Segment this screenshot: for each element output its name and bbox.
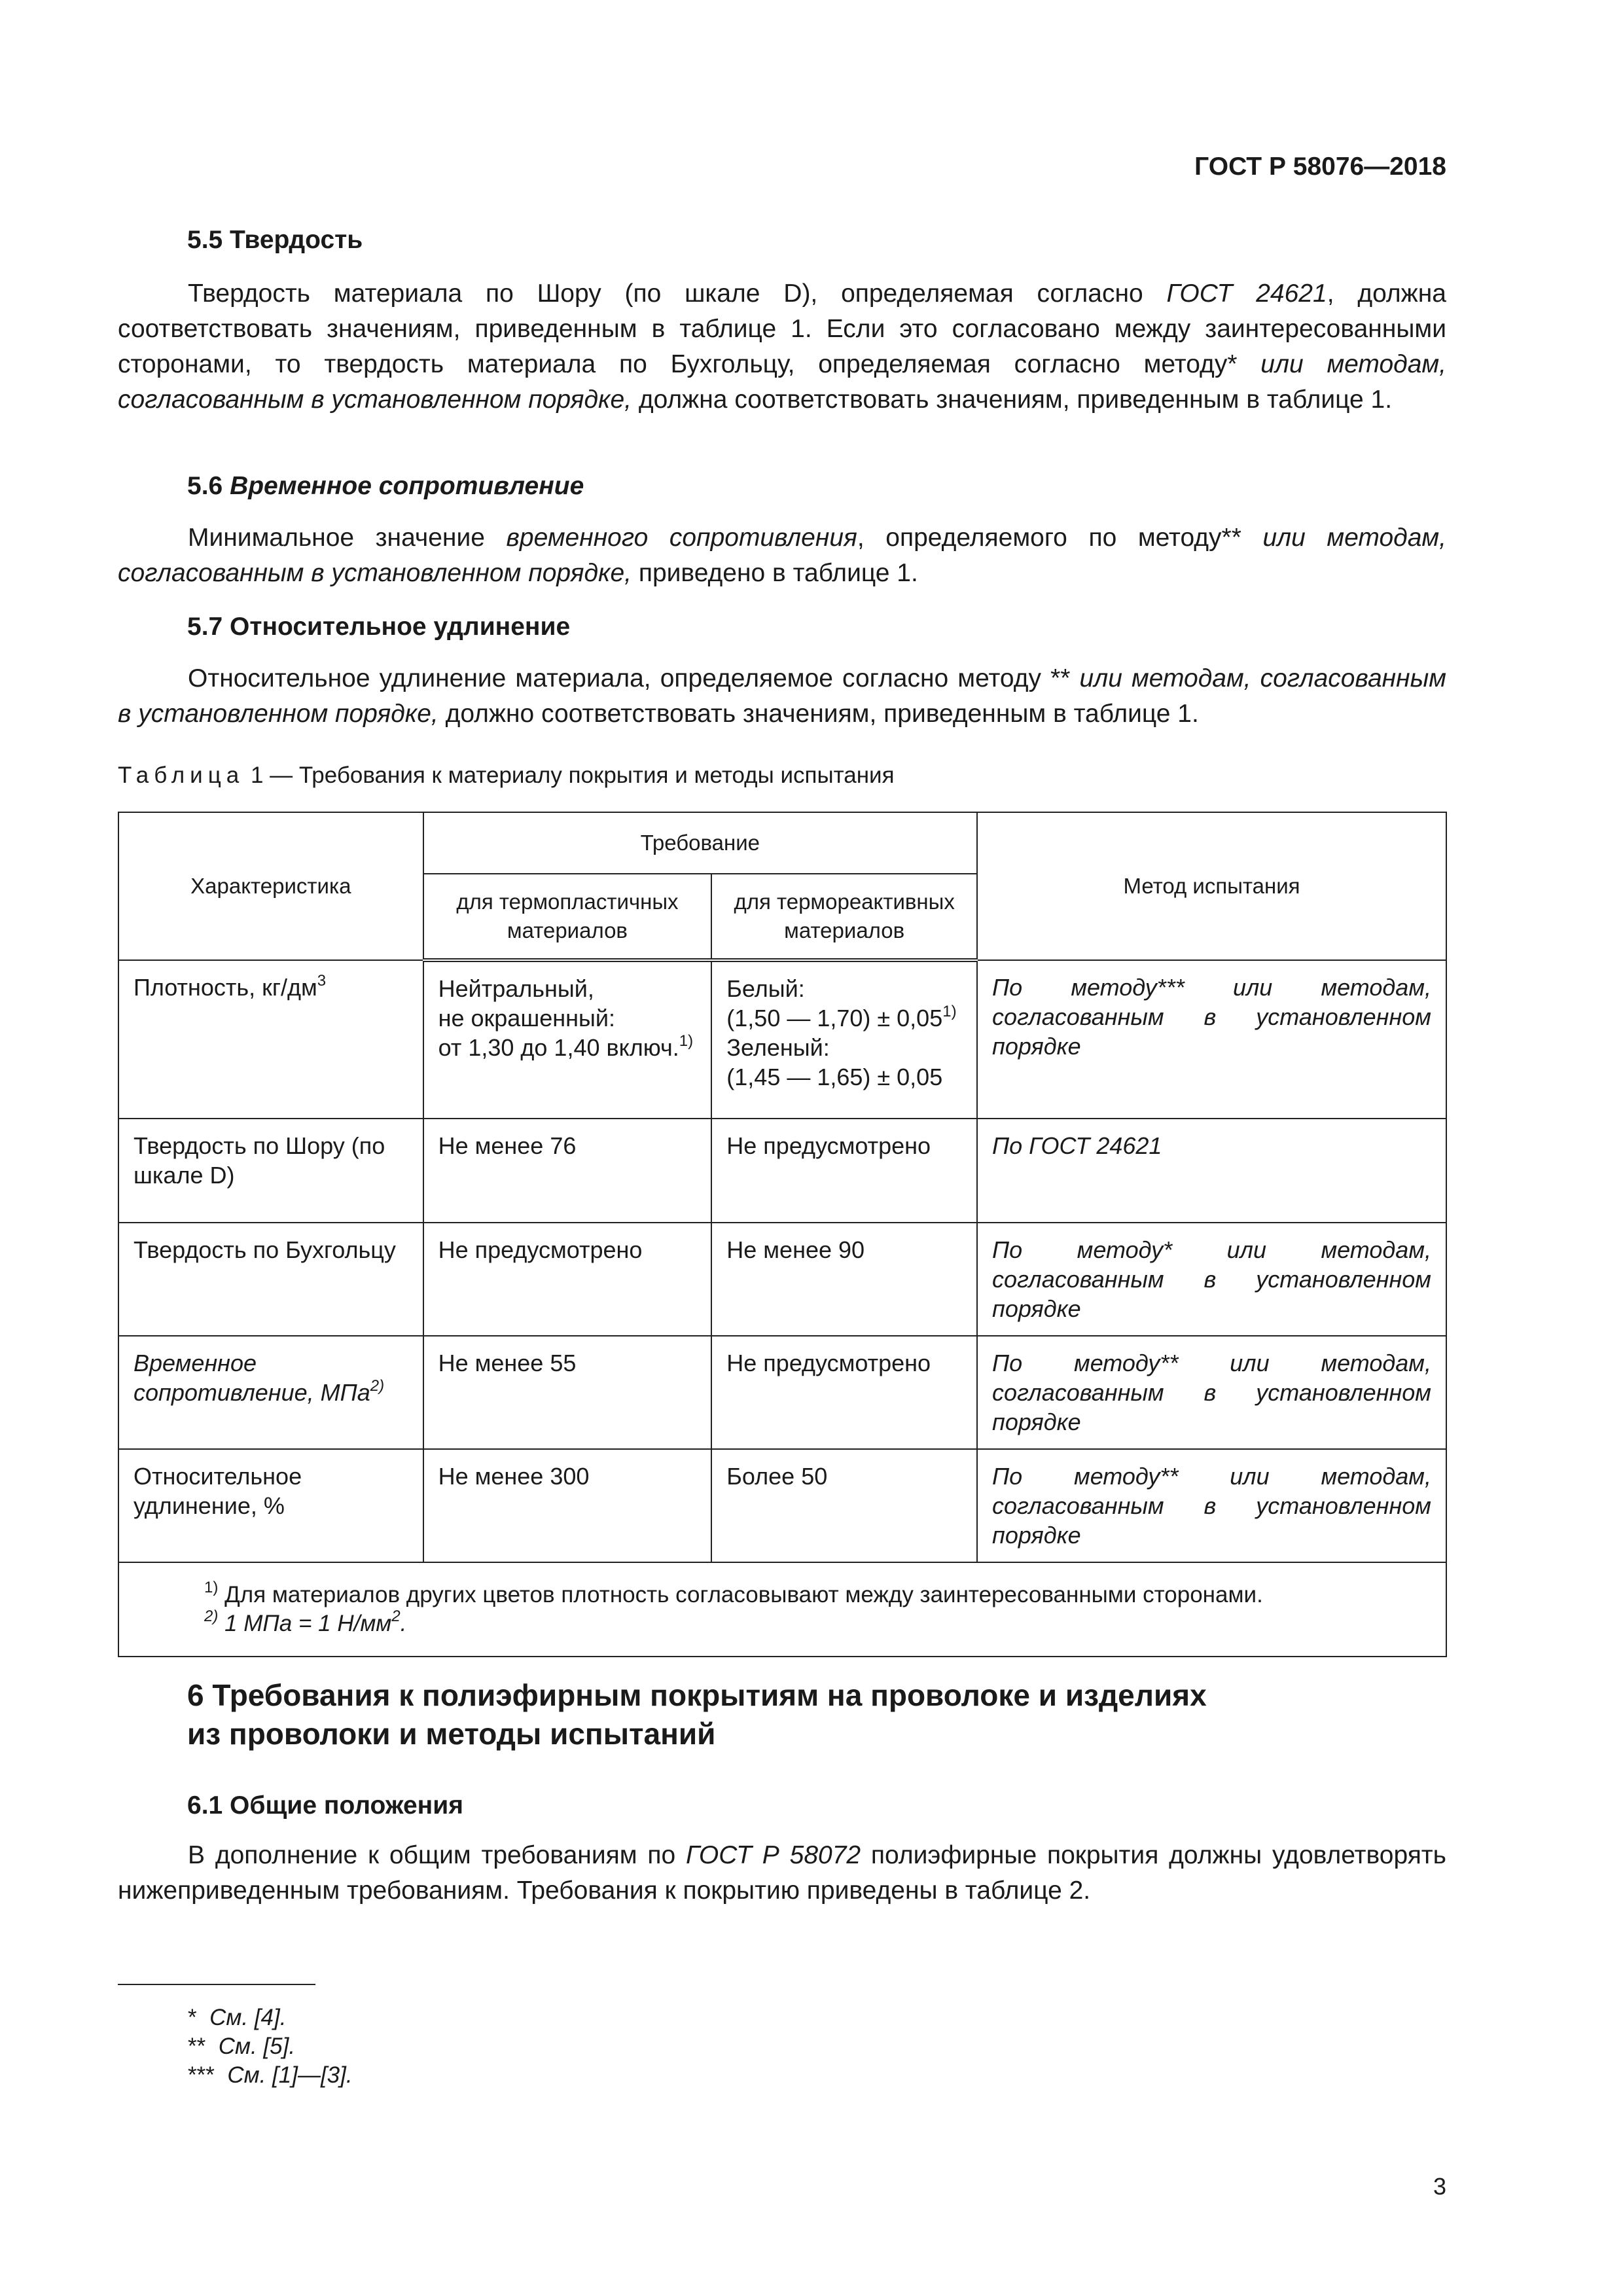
text: полиэфирные покрытия должны удовлетворять нижеприведенным требованиям. Требования к покрытию приведены в таблице 2. <box>118 1841 1446 1905</box>
header-characteristic: Характеристика <box>118 812 423 960</box>
requirements-table <box>118 812 1447 1657</box>
italic-text: временного сопротивления <box>506 524 857 552</box>
cell-thermoreactive: Не менее 90 <box>711 1223 977 1336</box>
footnote-mark: 1) <box>204 1579 219 1597</box>
text: Временное сопротивление, МПа <box>134 1350 370 1406</box>
text: Минимальное значение <box>188 524 507 552</box>
section-number: 5.6 <box>187 472 223 500</box>
cell-thermoreactive: Более 50 <box>711 1449 977 1562</box>
italic-text: или методам, согласованным в установленном порядке, <box>118 664 1446 728</box>
section-title-text: Временное сопротивление <box>230 472 584 500</box>
cell-method: По методу** или методам, согласованным в установленном порядке <box>977 1449 1446 1562</box>
section-5-7-title: 5.7 Относительное удлинение <box>187 613 571 641</box>
text: приведено в таблице 1. <box>632 559 918 587</box>
cell-thermoplastic: Не менее 300 <box>423 1449 712 1562</box>
cell-method: По методу*** или методам, согласованным в установленном порядке <box>977 960 1446 1119</box>
title-line: 6 Требования к полиэфирным покрытиям на проволоке и изделиях <box>187 1678 1207 1712</box>
italic-text: или методам, согласованным в установленном порядке, <box>118 524 1446 587</box>
section-5-6-paragraph <box>118 520 1446 591</box>
footnote-mark: * <box>188 2005 197 2030</box>
cell-method: По методу* или методам, согласованным в установленном порядке <box>977 1223 1446 1336</box>
footnote-mark: *** <box>188 2062 215 2088</box>
table-notes <box>118 1562 1446 1657</box>
cell-thermoplastic: Не менее 55 <box>423 1336 712 1449</box>
gost-ref: ГОСТ Р 58072 <box>686 1841 861 1869</box>
footnote-text: См. [5]. <box>218 2034 296 2059</box>
cell-thermoplastic <box>423 960 712 1119</box>
section-5-5-paragraph <box>118 276 1446 418</box>
cell-thermoreactive: Не предусмотрено <box>711 1119 977 1223</box>
text: . <box>400 1611 407 1636</box>
footnote-ref: 2) <box>370 1377 385 1395</box>
text: Для материалов других цветов плотность согласовывают между заинтересованными сторонами. <box>218 1582 1263 1607</box>
section-6-1-paragraph <box>118 1838 1446 1909</box>
text-line: не окрашенный: <box>438 1005 615 1031</box>
cell-characteristic <box>118 960 423 1119</box>
footnote-mark: ** <box>188 2034 206 2059</box>
text-line: от 1,30 до 1,40 включ. <box>438 1034 679 1061</box>
superscript: 2 <box>391 1607 401 1626</box>
section-5-5-title: 5.5 Твердость <box>187 226 363 254</box>
footnote-divider <box>118 1984 315 1985</box>
table-row <box>118 1119 1446 1223</box>
table-note-2 <box>204 1609 1431 1638</box>
footnote-text: См. [4]. <box>209 2005 287 2030</box>
cell-method: По ГОСТ 24621 <box>977 1119 1446 1223</box>
header-thermoreactive: для термореактивных материалов <box>711 874 977 960</box>
text: , должна соответствовать значениям, приведенным в таблице 1. Если это согласовано между заинтересованными сторонами, то твердость материала по Бухгольцу, определяемая согласно методу* <box>118 279 1446 378</box>
table-row <box>118 1223 1446 1336</box>
section-6-title <box>187 1676 1207 1753</box>
footnote-ref: 1) <box>942 1003 957 1020</box>
cell-characteristic: Твердость по Шору (по шкале D) <box>118 1119 423 1223</box>
footnote-3 <box>188 2061 353 2090</box>
text: В дополнение к общим требованиям по <box>188 1841 687 1869</box>
page-number: 3 <box>1433 2173 1446 2200</box>
cell-characteristic: Твердость по Бухгольцу <box>118 1223 423 1336</box>
text: должно соответствовать значениям, приведенным в таблице 1. <box>438 700 1199 728</box>
header-thermoplastic: для термопластичных материалов <box>423 874 712 960</box>
section-5-7-paragraph <box>118 661 1446 732</box>
table-row <box>118 960 1446 1119</box>
table-caption <box>118 758 895 793</box>
header-requirement: Требование <box>423 812 977 874</box>
table-notes-row <box>118 1562 1446 1657</box>
cell-thermoplastic: Не предусмотрено <box>423 1223 712 1336</box>
text: должна соответствовать значениям, приведенным в таблице 1. <box>632 386 1393 414</box>
document-header-id: ГОСТ Р 58076—2018 <box>1194 152 1446 181</box>
cell-characteristic <box>118 1336 423 1449</box>
footnote-mark: 2) <box>204 1607 219 1626</box>
cell-characteristic: Относительное удлинение, % <box>118 1449 423 1562</box>
text: Твердость материала по Шору (по шкале D), определяемая согласно <box>188 279 1167 308</box>
header-method: Метод испытания <box>977 812 1446 960</box>
text: , определяемого по методу** <box>857 524 1263 552</box>
table-row <box>118 1449 1446 1562</box>
footnote-2 <box>188 2032 295 2061</box>
text-line: Белый: <box>726 975 805 1002</box>
text: Плотность, кг/дм <box>134 974 317 1001</box>
text-line: (1,45 — 1,65) ± 0,05 <box>726 1064 943 1090</box>
table-row <box>118 1336 1446 1449</box>
text-line: (1,50 — 1,70) ± 0,05 <box>726 1005 943 1031</box>
gost-ref: ГОСТ 24621 <box>1166 279 1327 308</box>
section-5-6-title <box>187 469 584 504</box>
title-line: из проволоки и методы испытаний <box>187 1717 716 1751</box>
superscript: 3 <box>317 972 327 990</box>
footnote-text: См. [1]—[3]. <box>227 2062 353 2088</box>
text-line: Зеленый: <box>726 1034 830 1061</box>
text-line: Нейтральный, <box>438 975 594 1002</box>
cell-thermoreactive <box>711 960 977 1119</box>
table-note-1 <box>204 1581 1431 1609</box>
footnote-ref: 1) <box>679 1032 694 1050</box>
table-caption-word: Таблица <box>118 762 245 788</box>
section-6-1-title: 6.1 Общие положения <box>187 1791 463 1820</box>
cell-thermoreactive: Не предусмотрено <box>711 1336 977 1449</box>
cell-method: По методу** или методам, согласованным в установленном порядке <box>977 1336 1446 1449</box>
text: Относительное удлинение материала, определяемое согласно методу ** <box>188 664 1080 692</box>
table-caption-text: 1 — Требования к материалу покрытия и методы испытания <box>244 762 895 788</box>
footnote-1 <box>188 2003 286 2032</box>
text: 1 МПа = 1 Н/мм <box>218 1611 392 1636</box>
italic-text: или методам, согласованным в установленном порядке, <box>118 350 1446 414</box>
cell-thermoplastic: Не менее 76 <box>423 1119 712 1223</box>
